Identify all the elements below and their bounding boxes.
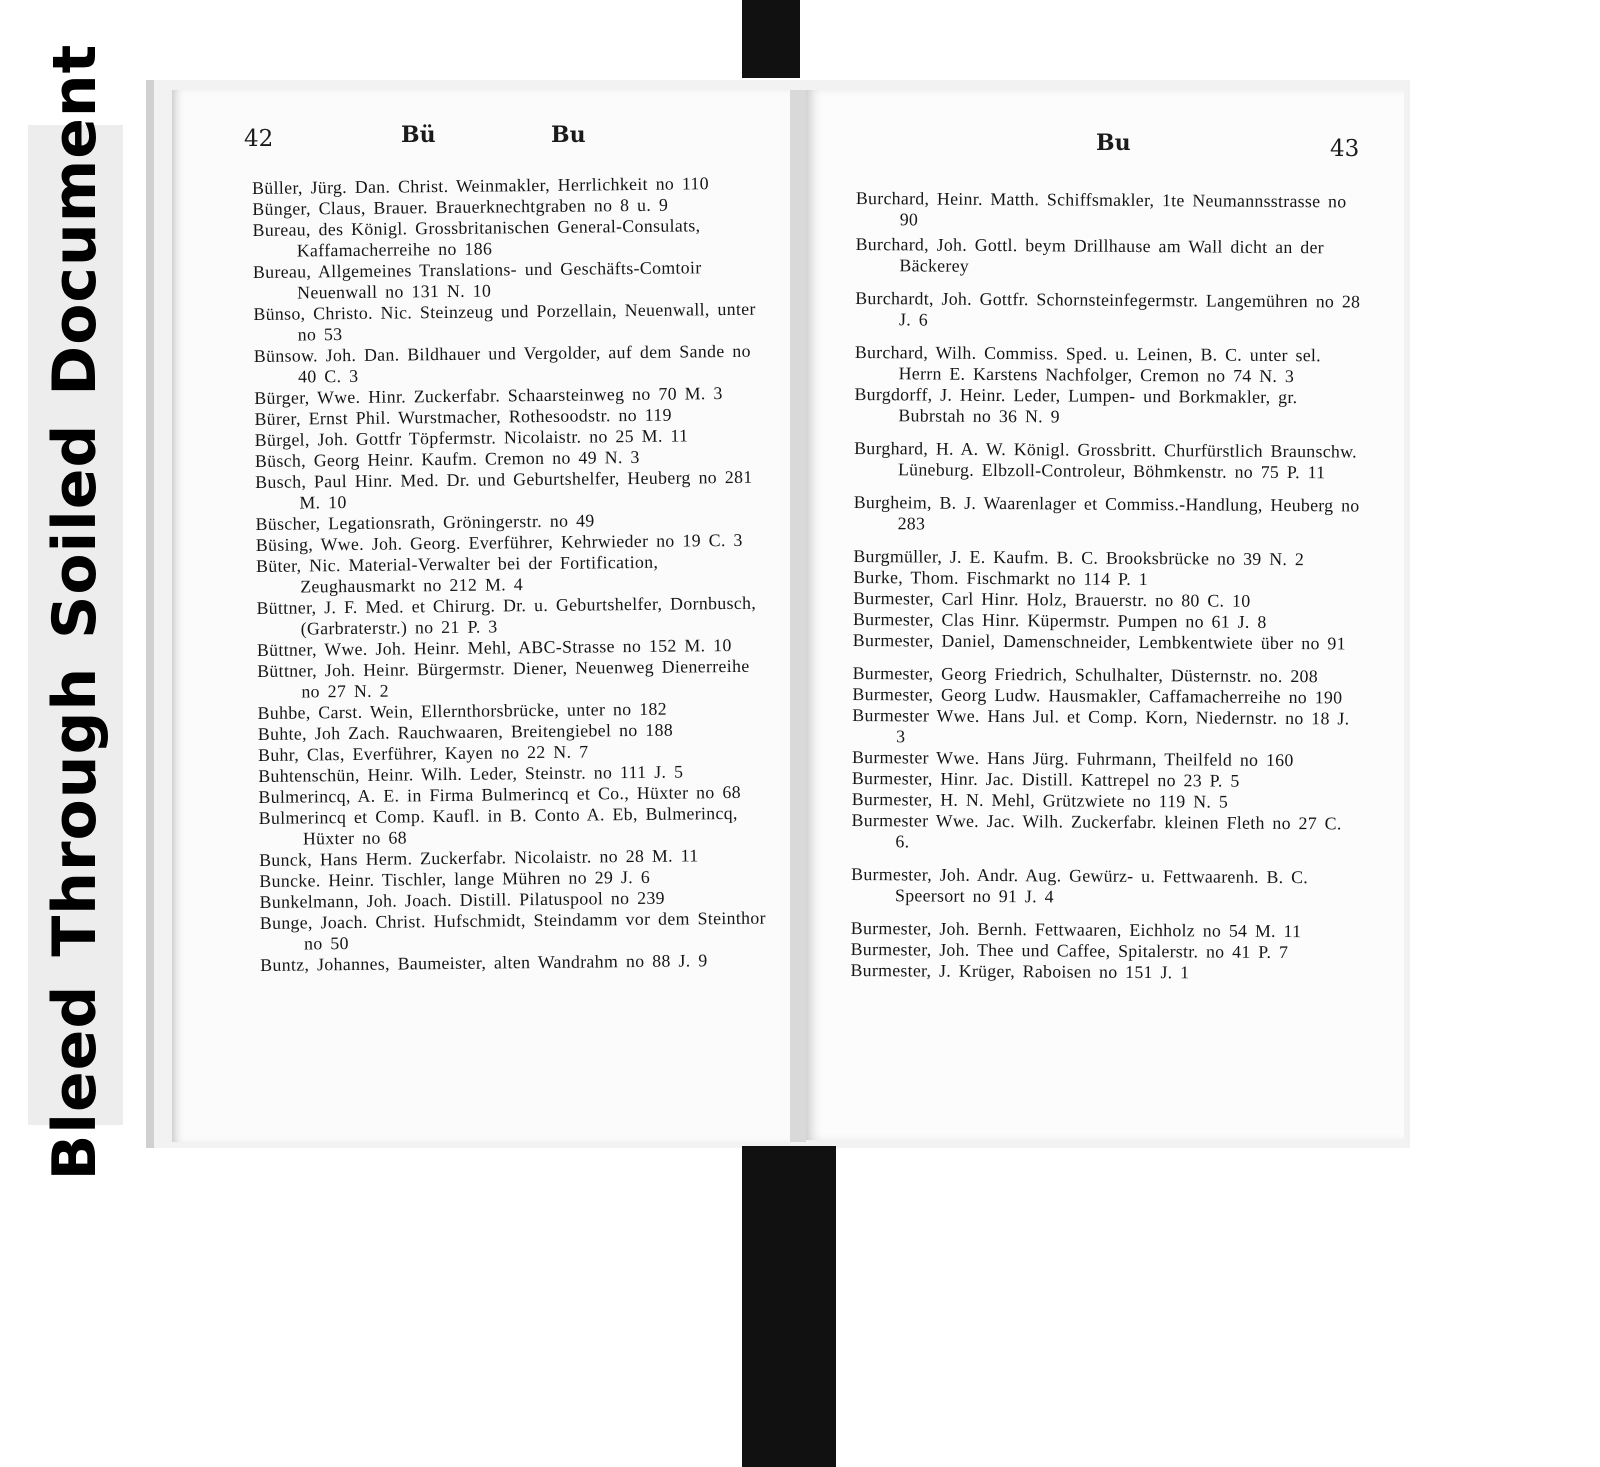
directory-entry: Burmester, Georg Ludw. Hausmakler, Caffamacherreihe no 190: [852, 683, 1343, 708]
directory-entry: Burghard, H. A. W. Königl. Grossbritt. Churfürstlich Braunschw. Lüneburg. Elbzoll-Controleur, Böhmkenstr. no 75 P. 11: [854, 437, 1357, 483]
directory-entry: Burmester Wwe. Hans Jürg. Fuhrmann, Theilfeld no 160: [851, 746, 1294, 771]
directory-entry: Büsch, Georg Heinr. Kaufm. Cremon no 49 N. 3: [254, 446, 640, 471]
directory-entry: Bunge, Joach. Christ. Hufschmidt, Steindamm vor dem Steinthor no 50: [259, 907, 766, 954]
directory-entry: Büter, Nic. Material-Verwalter bei der Fortification, Zeughausmarkt no 212 M. 4: [255, 551, 659, 597]
directory-entry: Burchardt, Joh. Gottfr. Schornsteinfegermstr. Langemühren no 28 J. 6: [855, 287, 1361, 330]
directory-entry: Burmester, Joh. Andr. Aug. Gewürz- u. Fettwaarenh. B. C. Speersort no 91 J. 4: [851, 863, 1309, 907]
directory-entry: Burmester Wwe. Hans Jul. et Comp. Korn, Niedernstr. no 18 J. 3: [852, 704, 1350, 747]
binding-tape-bottom: [742, 1146, 836, 1467]
directory-entry: Burgheim, B. J. Waarenlager et Commiss.-Handlung, Heuberg no 283: [853, 491, 1360, 534]
directory-entry: Bunkelmann, Joh. Joach. Distill. Pilatuspool no 239: [259, 887, 665, 912]
directory-entry: Burke, Thom. Fischmarkt no 114 P. 1: [853, 566, 1149, 590]
directory-entry: Buntz, Johannes, Baumeister, alten Wandrahm no 88 J. 9: [260, 950, 708, 975]
directory-entry: Burgdorff, J. Heinr. Leder, Lumpen- und Borkmakler, gr. Bubrstah no 36 N. 9: [854, 383, 1298, 427]
directory-entry: Busch, Paul Hinr. Med. Dr. und Geburtshelfer, Heuberg no 281 M. 10: [255, 466, 753, 513]
directory-entry: Burmester Wwe. Jac. Wilh. Zuckerfabr. kleinen Fleth no 27 C. 6.: [851, 809, 1342, 852]
directory-entry: Burmester, J. Krüger, Raboisen no 151 J. 1: [850, 959, 1190, 983]
directory-entry: Burgmüller, J. E. Kaufm. B. C. Brooksbrücke no 39 N. 2: [853, 545, 1305, 570]
directory-entry: Burmester, Joh. Bernh. Fettwaaren, Eichholz no 54 M. 11: [850, 917, 1302, 942]
right-running-header: Bu: [1096, 130, 1131, 156]
directory-entry: Bünsow. Joh. Dan. Bildhauer und Vergolder, auf dem Sande no 40 C. 3: [253, 340, 751, 387]
bleed-through-soiled-document-stamp: [40, 30, 110, 1195]
directory-entry: Bürer, Ernst Phil. Wurstmacher, Rothesoodstr. no 119: [254, 404, 672, 429]
left-running-header-bu: Bu: [551, 122, 586, 148]
directory-entry: Büttner, Joh. Heinr. Bürgermstr. Diener, Neuenweg Dienerreihe no 27 N. 2: [257, 655, 750, 702]
right-page-number: 43: [1330, 136, 1360, 162]
stamp-word: Bleed: [40, 984, 110, 1181]
directory-entry: Bünger, Claus, Brauer. Brauerknechtgraben no 8 u. 9: [252, 194, 669, 219]
left-page-number: 42: [244, 126, 274, 152]
directory-entry: Buhr, Clas, Everführer, Kayen no 22 N. 7: [257, 741, 589, 765]
stamp-word: Document: [40, 43, 110, 396]
directory-entry: Burchard, Heinr. Matth. Schiffsmakler, 1te Neumannsstrasse no 90: [855, 188, 1347, 230]
book-spine: [790, 90, 806, 1142]
directory-entry: Bürger, Wwe. Hinr. Zuckerfabr. Schaarsteinweg no 70 M. 3: [254, 383, 723, 408]
directory-entry: Büttner, Wwe. Joh. Heinr. Mehl, ABC-Strasse no 152 M. 10: [256, 635, 732, 660]
directory-entry: Burchard, Wilh. Commiss. Sped. u. Leinen, B. C. unter sel. Herrn E. Karstens Nachfolger, Cremon no 74 N. 3: [854, 341, 1322, 387]
directory-entry: Bulmerincq, A. E. in Firma Bulmerincq et Co., Hüxter no 68: [258, 781, 741, 807]
directory-entry: Burmester, H. N. Mehl, Grützwiete no 119 N. 5: [851, 788, 1229, 812]
directory-entry: Bureau, Allgemeines Translations- und Geschäfts-Comtoir Neuenwall no 131 N. 10: [252, 257, 702, 303]
directory-entry: Buhbe, Carst. Wein, Ellernthorsbrücke, unter no 182: [257, 698, 668, 723]
directory-entry: Burmester, Georg Friedrich, Schulhalter, Düsternstr. no. 208: [852, 662, 1319, 687]
directory-entry: Buncke. Heinr. Tischler, lange Mühren no 29 J. 6: [259, 866, 651, 891]
binding-tape-top: [742, 0, 800, 78]
directory-entry: Burmester, Joh. Thee und Caffee, Spitalerstr. no 41 P. 7: [850, 938, 1289, 963]
directory-entry: Burchard, Joh. Gottl. beym Drillhause am Wall dicht an der Bäckerey: [855, 233, 1324, 276]
directory-entry: Büsing, Wwe. Joh. Georg. Everführer, Kehrwieder no 19 C. 3: [255, 529, 743, 555]
directory-entry: Bulmerincq et Comp. Kaufl. in B. Conto A. Eb, Bulmerincq, Hüxter no 68: [258, 802, 738, 849]
left-directory-list: [252, 173, 770, 976]
directory-entry: Burmester, Daniel, Damenschneider, Lembkentwiete über no 91: [852, 629, 1346, 654]
stamp-word: Through: [40, 666, 110, 957]
page-edge: [146, 80, 154, 1148]
directory-entry: Bureau, des Königl. Grossbritanischen General-Consulats, Kaffamacherreihe no 186: [252, 215, 701, 261]
directory-entry: Büttner, J. F. Med. et Chirurg. Dr. u. Geburtshelfer, Dornbusch, (Garbraterstr.) no 21 P. 3: [256, 592, 757, 639]
directory-entry: Burmester, Carl Hinr. Holz, Brauerstr. no 80 C. 10: [853, 587, 1251, 611]
directory-entry: Burmester, Hinr. Jac. Distill. Kattrepel no 23 P. 5: [851, 767, 1240, 791]
directory-entry: Burmester, Clas Hinr. Küpermstr. Pumpen no 61 J. 8: [852, 608, 1267, 632]
stamp-word: Soiled: [40, 423, 110, 639]
directory-entry: Bünso, Christo. Nic. Steinzeug und Porzellain, Neuenwall, unter no 53: [253, 298, 756, 345]
directory-entry: Büscher, Legationsrath, Gröningerstr. no 49: [255, 510, 595, 534]
left-running-header-bu-umlaut: Bü: [401, 122, 436, 148]
right-directory-list: [850, 188, 1362, 985]
directory-entry: Buhtenschün, Heinr. Wilh. Leder, Steinstr. no 111 J. 5: [258, 761, 684, 786]
directory-entry: Büller, Jürg. Dan. Christ. Weinmakler, Herrlichkeit no 110: [252, 173, 710, 198]
directory-entry: Bunck, Hans Herm. Zuckerfabr. Nicolaistr. no 28 M. 11: [259, 845, 699, 870]
directory-entry: Buhte, Joh Zach. Rauchwaaren, Breitengiebel no 188: [257, 719, 674, 744]
directory-entry: Bürgel, Joh. Gottfr Töpfermstr. Nicolaistr. no 25 M. 11: [254, 425, 689, 450]
